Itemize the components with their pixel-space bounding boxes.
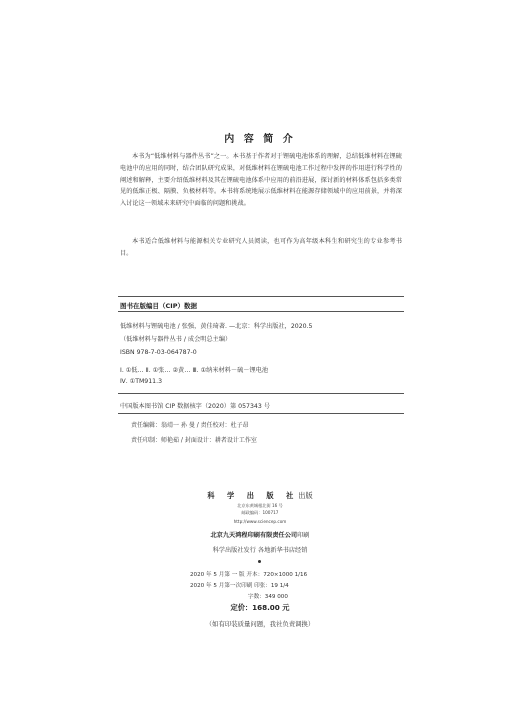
cip-data-number: 中国版本图书馆 CIP 数据核字（2020）第 057343 号	[120, 403, 270, 410]
credits-editors: 责任编辑：翁靖一 孙 曼 / 责任校对：杜子昂	[131, 422, 249, 429]
divider	[118, 413, 404, 414]
cip-line-5: Ⅳ. ①TM911.3	[120, 378, 163, 385]
divider	[118, 311, 404, 312]
cip-line-1: 低维材料与锂硫电池 / 张强，黄佳琦著. —北京：科学出版社，2020.5	[120, 323, 313, 330]
publisher-website: http://www.sciencep.com	[233, 519, 287, 524]
distribution: 科学出版社发行 各地新华书店经销	[212, 547, 308, 554]
cip-isbn: ISBN 978-7-03-064787-0	[120, 349, 197, 356]
divider	[118, 393, 404, 394]
cip-line-4: Ⅰ. ①低… Ⅱ. ①张… ②黄… Ⅲ. ①纳米材料－硫－锂电池	[120, 367, 269, 374]
printing-info: 2020 年 5 月第一次印刷 印张：19 1/4	[190, 583, 289, 589]
cip-header: 图书在版编目（CIP）数据	[120, 302, 197, 310]
publisher-postcode: 邮政编码：100717	[241, 510, 279, 515]
summary-paragraph-2: 本书适合低维材料与能源相关专业研究人员阅读，也可作为高年级本科生和研究生的专业参考书目。	[120, 238, 402, 257]
summary-paragraph-1: 本书为“低维材料与器件丛书”之一。本书基于作者对于锂硫电池体系的理解，总结低维材料在锂硫电池中的应用的同时，结合团队研究成果，对低维材料在锂硫电池工作过程中发挥的作用进行科学性的阐述和解释，主要介绍低维材料及其在锂硫电池体系中应用的前沿进展，探讨新的材料体系包括多类常见的低维正极、隔膜、负极材料等。本书将系统地展示低维材料在能源存储领域中的应用前景，并将深入讨论这一领域未来研究中面临的问题和挑战。	[120, 153, 402, 208]
publisher-address: 北京东黄城根北街 16 号	[237, 503, 283, 508]
divider	[118, 296, 404, 297]
price: 定价：168.00 元	[230, 603, 290, 612]
quality-notice: （如有印装质量问题，我社负责调换）	[205, 620, 315, 628]
printer: 北京九天鸿程印刷有限责任公司印刷	[210, 532, 310, 539]
word-count: 字数：349 000	[248, 594, 288, 600]
cip-line-2: （低维材料与器件丛书 / 成会明总主编）	[120, 336, 232, 343]
publisher-name: 科 学 出 版 社出版	[207, 491, 313, 500]
edition-info: 2020 年 5 月第 一 版 开本：720×1000 1/16	[190, 572, 308, 578]
summary-title: 内 容 简 介	[224, 134, 296, 145]
credits-printing: 责任印制：师艳茹 / 封面设计：耕者设计工作室	[131, 437, 257, 444]
separator-dot	[258, 560, 261, 563]
